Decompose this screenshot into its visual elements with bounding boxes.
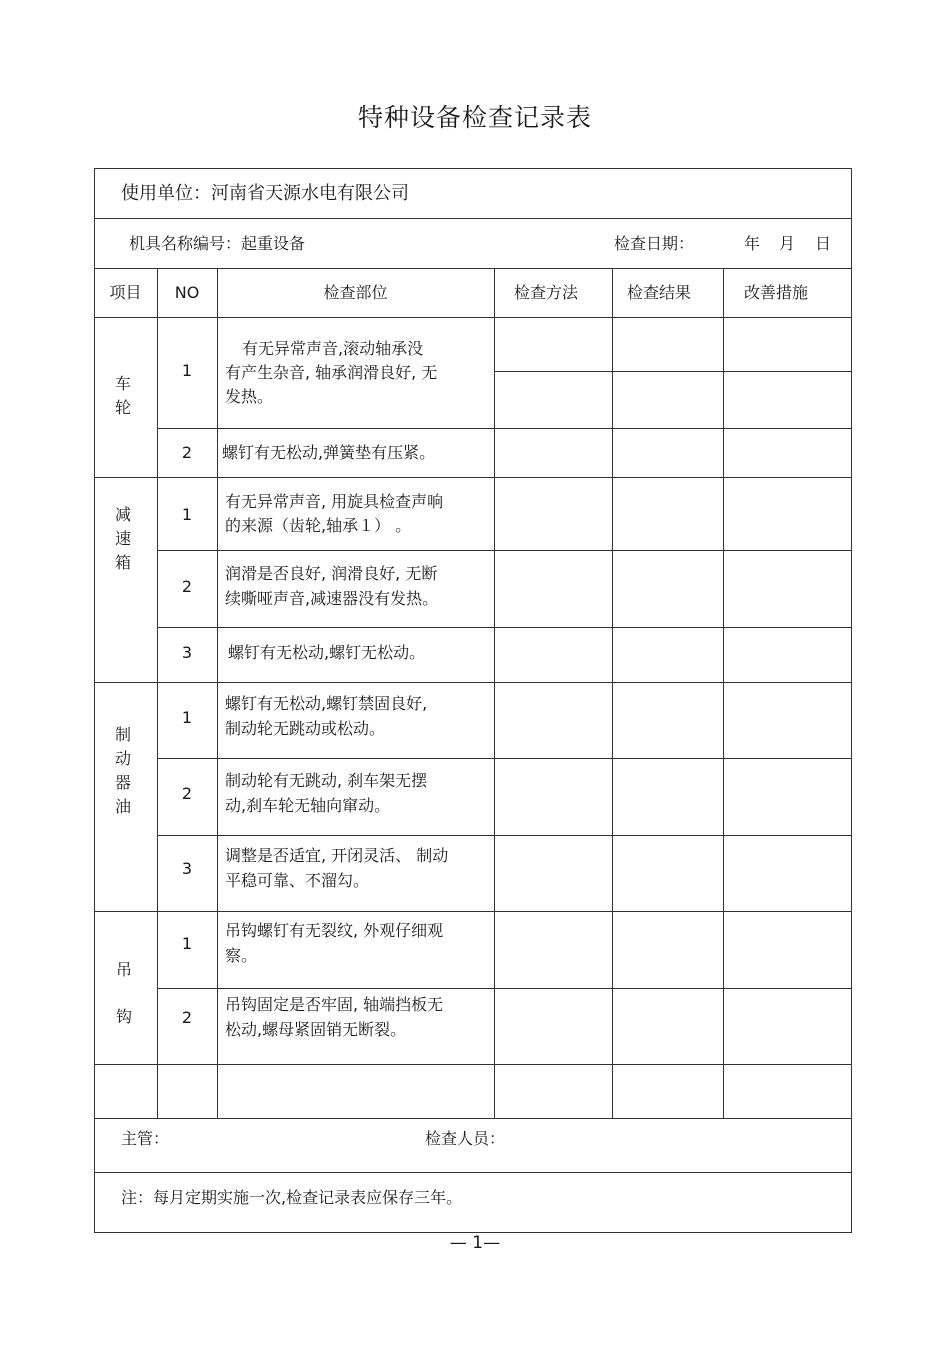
row-text: 发热。	[225, 387, 274, 406]
date-month: 月	[779, 234, 796, 253]
note: 注：每月定期实施一次,检查记录表应保存三年。	[121, 1188, 463, 1207]
row-no: 1	[181, 505, 193, 524]
page-number: — 1—	[449, 1233, 501, 1253]
col-divider	[612, 268, 613, 1118]
unit-line: 使用单位：河南省天源水电有限公司	[121, 183, 409, 204]
row-text: 续嘶哑声音,减速器没有发热。	[225, 589, 439, 608]
col-divider	[723, 268, 724, 1118]
header-method: 检查方法	[513, 283, 578, 302]
row-no: 2	[181, 784, 193, 803]
header-part: 检查部位	[323, 283, 388, 302]
row-text: 的来源（齿轮,轴承１） 。	[225, 516, 412, 535]
row-divider	[94, 268, 852, 269]
row-text: 螺钉有无松动,弹簧垫有压紧。	[222, 443, 436, 462]
header-result: 检查结果	[626, 283, 691, 302]
header-improve: 改善措施	[743, 283, 808, 302]
inspection-table	[94, 168, 852, 1233]
date-day: 日	[815, 234, 832, 253]
row-text: 动,刹车轮无轴向窜动。	[225, 796, 391, 815]
row-no: 3	[181, 859, 193, 878]
row-divider	[94, 1064, 852, 1065]
header-no: NO	[174, 283, 200, 302]
inspector-label: 检查人员：	[425, 1129, 506, 1148]
subrow-divider	[157, 988, 852, 989]
subrow-divider	[157, 428, 852, 429]
row-text: 制动轮有无跳动, 刹车架无摆	[225, 771, 428, 790]
group-label-hook-1: 吊	[115, 960, 132, 979]
row-text: 有无异常声音,滚动轴承没	[242, 339, 424, 358]
row-divider	[94, 1118, 852, 1119]
row-divider	[94, 317, 852, 318]
row-no: 3	[181, 643, 193, 662]
row-text: 有产生杂音, 轴承润滑良好, 无	[225, 363, 438, 382]
subrow-divider	[157, 627, 852, 628]
machine-line: 机具名称编号：起重设备	[129, 234, 306, 253]
row-divider	[94, 911, 852, 912]
page-title: 特种设备检查记录表	[357, 103, 592, 132]
subrow-divider	[157, 835, 852, 836]
row-text: 吊钩固定是否牢固, 轴端挡板无	[225, 995, 444, 1014]
row-text: 平稳可靠、不溜勾。	[225, 871, 370, 890]
row-divider	[94, 682, 852, 683]
supervisor-label: 主管：	[121, 1129, 170, 1148]
row-text: 润滑是否良好, 润滑良好, 无断	[225, 564, 438, 583]
row-no: 1	[181, 708, 193, 727]
subrow-divider	[157, 758, 852, 759]
date-label: 检查日期：	[614, 234, 695, 253]
row-no: 2	[181, 577, 193, 596]
row-text: 吊钩螺钉有无裂纹, 外观仔细观	[225, 921, 444, 940]
row-text: 螺钉有无松动,螺钉禁固良好,	[225, 694, 428, 713]
date-year: 年	[744, 234, 761, 253]
row-text: 制动轮无跳动或松动。	[225, 719, 386, 738]
row-divider	[94, 477, 852, 478]
row-text: 察。	[225, 946, 258, 965]
header-item: 项目	[109, 283, 142, 302]
col-divider	[494, 268, 495, 1118]
row-text: 螺钉有无松动,螺钉无松动。	[228, 643, 426, 662]
row-divider	[94, 218, 852, 219]
group-label-wheel: 车 轮	[114, 374, 131, 417]
row-divider	[94, 1172, 852, 1173]
row-no: 2	[181, 1008, 193, 1027]
row-text: 松动,螺母紧固销无断裂。	[225, 1020, 407, 1039]
row-text: 调整是否适宜, 开闭灵活、 制动	[225, 846, 449, 865]
group-label-hook-2: 钩	[115, 1007, 132, 1026]
group-label-gearbox: 减 速 箱	[114, 505, 131, 572]
row-no: 2	[181, 443, 193, 462]
col-divider	[157, 268, 158, 1118]
col-divider	[217, 268, 218, 1118]
cell-divider	[494, 371, 852, 372]
row-no: 1	[181, 361, 193, 380]
subrow-divider	[157, 550, 852, 551]
row-text: 有无异常声音, 用旋具检查声响	[225, 492, 444, 511]
group-label-brake: 制 动 器 油	[114, 725, 131, 816]
row-no: 1	[181, 934, 193, 953]
